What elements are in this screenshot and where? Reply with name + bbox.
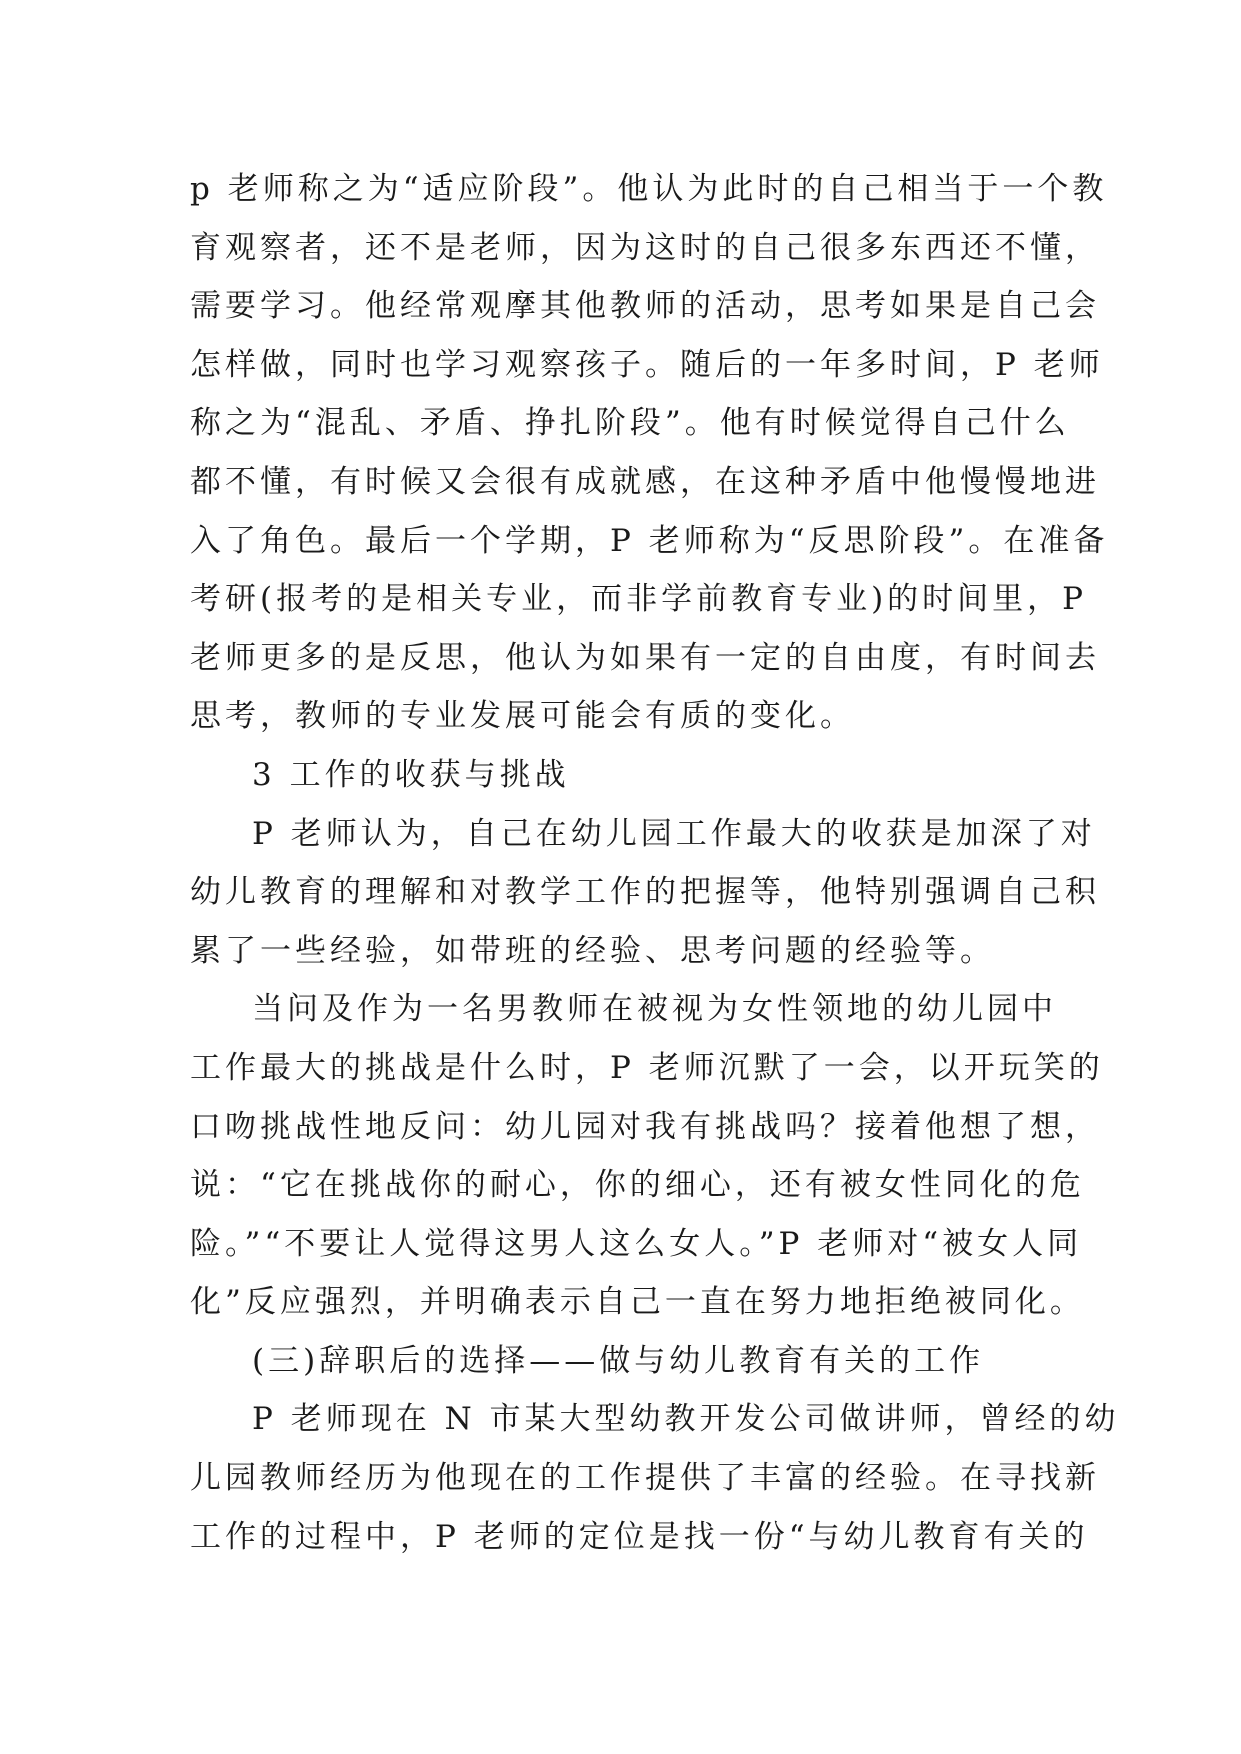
text-line: 需要学习。他经常观摩其他教师的活动，思考如果是自己会	[190, 288, 1100, 325]
text-line: 幼儿教育的理解和对教学工作的把握等，他特别强调自己积	[190, 874, 1100, 911]
text-line: 工作最大的挑战是什么时，P 老师沉默了一会，以开玩笑的	[190, 1049, 1104, 1086]
document-body	[190, 160, 1120, 1566]
text-line: 工作的过程中，P 老师的定位是找一份“与幼儿教育有关的	[190, 1518, 1089, 1555]
section-heading: 3 工作的收获与挑战	[252, 756, 570, 793]
text-line: 思考，教师的专业发展可能会有质的变化。	[190, 698, 855, 735]
text-line: 累了一些经验，如带班的经验、思考问题的经验等。	[190, 932, 995, 969]
text-line: 当问及作为一名男教师在被视为女性领地的幼儿园中	[252, 991, 1057, 1028]
text-line: 怎样做，同时也学习观察孩子。随后的一年多时间，P 老师	[190, 346, 1104, 383]
text-line: 育观察者，还不是老师，因为这时的自己很多东西还不懂，	[190, 229, 1100, 266]
text-line: 口吻挑战性地反问：幼儿园对我有挑战吗？接着他想了想，	[190, 1108, 1100, 1145]
text-line: 考研(报考的是相关专业，而非学前教育专业)的时间里，P	[190, 581, 1088, 618]
text-line: 老师更多的是反思，他认为如果有一定的自由度，有时间去	[190, 639, 1100, 676]
text-line: 入了角色。最后一个学期，P 老师称为“反思阶段”。在准备	[190, 522, 1109, 559]
text-line: p 老师称之为“适应阶段”。他认为此时的自己相当于一个教	[190, 171, 1108, 207]
text-line: P 老师认为，自己在幼儿园工作最大的收获是加深了对	[252, 815, 1096, 852]
section-heading: (三)辞职后的选择——做与幼儿教育有关的工作	[252, 1342, 985, 1379]
text-line: 称之为“混乱、矛盾、挣扎阶段”。他有时候觉得自己什么	[190, 405, 1070, 442]
text-line: 儿园教师经历为他现在的工作提供了丰富的经验。在寻找新	[190, 1460, 1100, 1497]
text-line: 都不懂，有时候又会很有成就感，在这种矛盾中他慢慢地进	[190, 463, 1100, 500]
text-line: 说：“它在挑战你的耐心，你的细心，还有被女性同化的危	[190, 1167, 1085, 1204]
text-line: P 老师现在 N 市某大型幼教开发公司做讲师，曾经的幼	[252, 1401, 1120, 1438]
text-line: 化”反应强烈，并明确表示自己一直在努力地拒绝被同化。	[190, 1284, 1085, 1321]
text-line: 险。”“不要让人觉得这男人这么女人。”P 老师对“被女人同	[190, 1225, 1083, 1262]
